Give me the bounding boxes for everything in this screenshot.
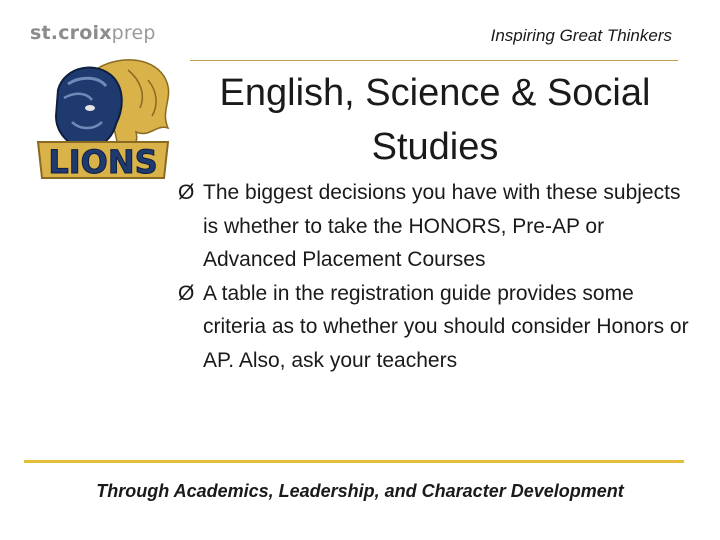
lions-logo — [28, 50, 178, 190]
logo-lions-text: LIONS — [48, 143, 158, 181]
bullet-item — [178, 176, 690, 277]
brand-name-light: prep — [111, 22, 156, 44]
school-tagline: Inspiring Great Thinkers — [490, 26, 672, 45]
slide-title-line2: Studies — [371, 126, 499, 168]
header-divider — [190, 60, 678, 61]
arrow-bullet-icon: Ø — [178, 281, 195, 305]
arrow-bullet-icon: Ø — [178, 181, 195, 204]
slide-title-line1: English, Science & Social — [219, 72, 651, 114]
bullet-list — [178, 176, 690, 377]
bullet-item — [178, 277, 690, 378]
footer-divider — [24, 460, 684, 463]
brand-wordmark — [30, 22, 156, 44]
slide-title — [190, 66, 680, 174]
footer-motto: Through Academics, Leadership, and Character Development — [96, 481, 624, 501]
brand-name-bold: st.croix — [30, 22, 112, 44]
bullet-text: The biggest decisions you have with these subjects is whether to take the HONORS, Pre-AP or Advanced Placement Courses — [203, 181, 681, 271]
bullet-text: A table in the registration guide provides some criteria as to whether you should consider Honors or AP. Also, ask your teachers — [203, 281, 689, 372]
